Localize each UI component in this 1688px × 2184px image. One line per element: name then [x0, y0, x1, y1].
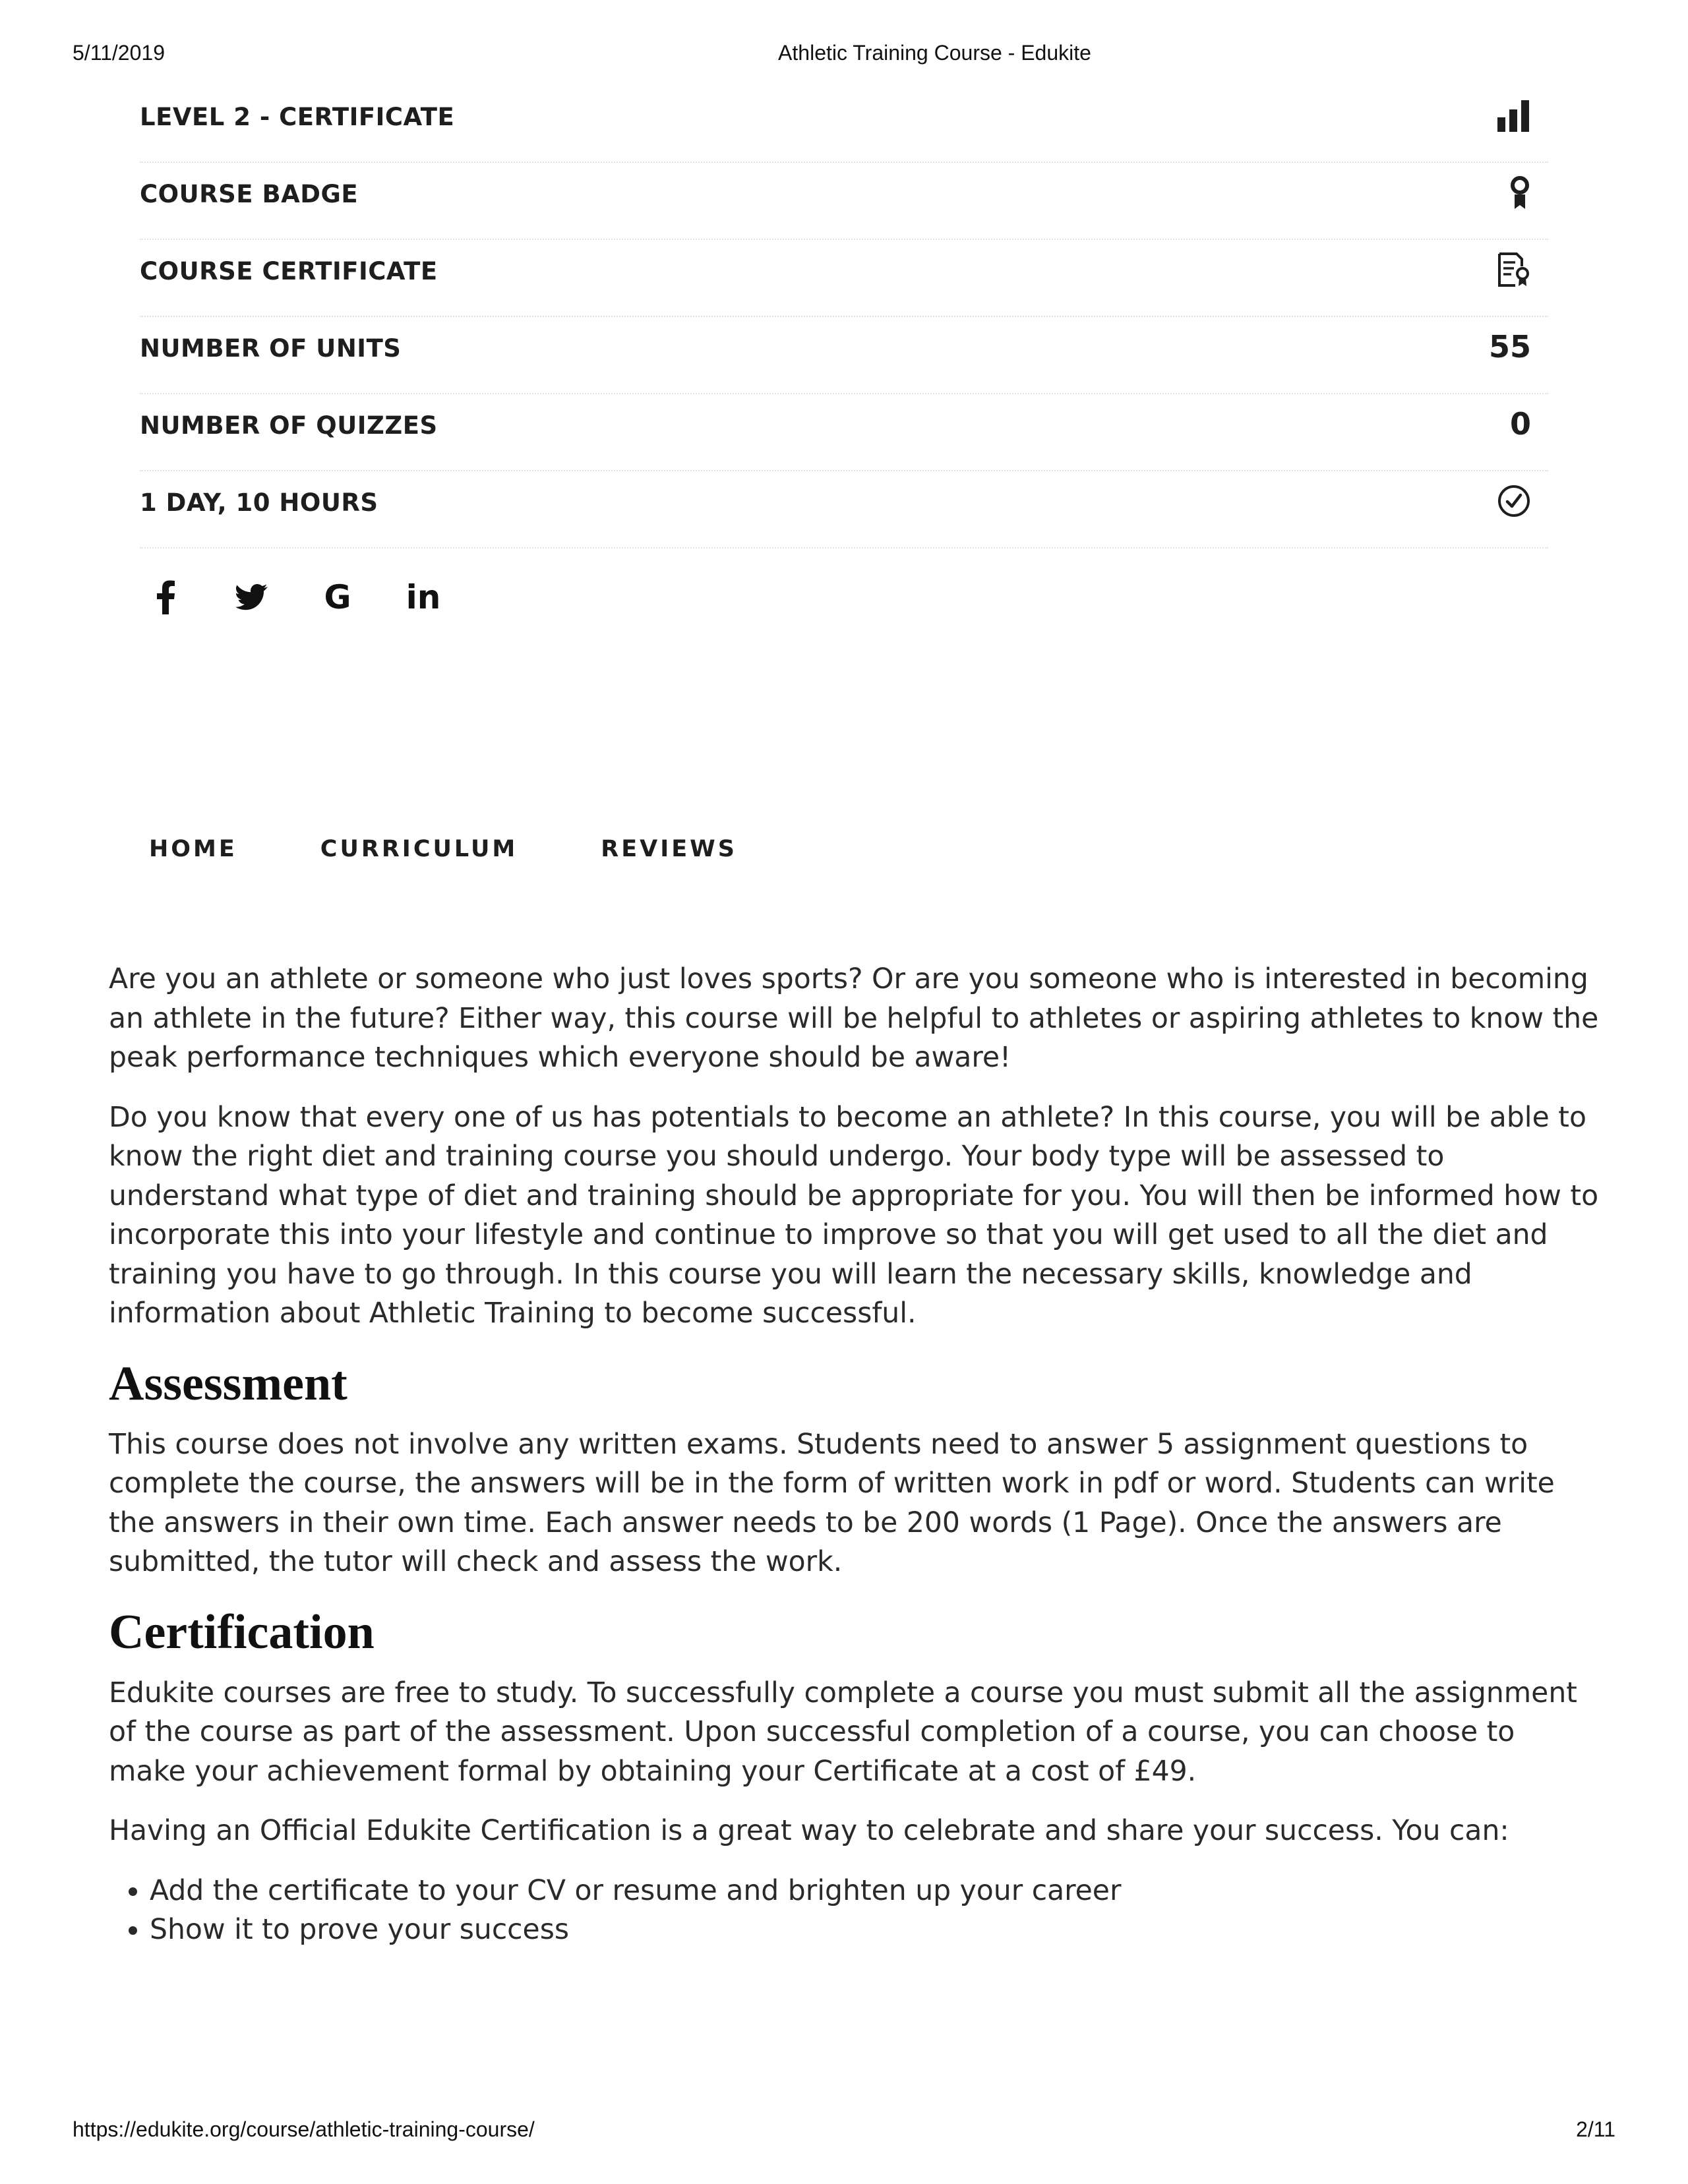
print-page-number: 2/11 [1576, 2117, 1615, 2141]
linkedin-glyph: in [406, 578, 441, 616]
course-meta-list [140, 86, 1548, 548]
print-header [0, 41, 1688, 67]
meta-row-badge [140, 163, 1548, 240]
clock-check-icon [1497, 478, 1531, 524]
meta-label-units: NUMBER OF UNITS [140, 334, 402, 363]
meta-row-certificate [140, 240, 1548, 317]
course-tabs [149, 836, 737, 862]
list-item: • Add the certificate to your CV or resume and brighten up your career [150, 1872, 1599, 1911]
list-item: • Show it to prove your success [150, 1910, 1599, 1950]
facebook-icon[interactable] [149, 580, 183, 614]
meta-label-quizzes: NUMBER OF QUIZZES [140, 411, 438, 440]
tab-home[interactable]: HOME [149, 836, 237, 862]
intro-paragraph-2: Do you know that every one of us has potentials to become an athlete? In this course, you will be able to know the right diet and training course you should undergo. Your body type will be assessed to understand what type of diet and training should be appropriate for you. You will then be informed how to incorporate this into your lifestyle and continue to improve so that you will get used to all the diet and training you have to go through. In this course you will learn the necessary skills, knowledge and information about Athletic Training to become successful. [109, 1101, 1599, 1330]
certification-paragraph-2: Having an Official Edukite Certification is a great way to celebrate and share your success. You can: [109, 1815, 1509, 1847]
certification-heading: Certification [109, 1605, 375, 1659]
quizzes-count: 0 [1509, 406, 1531, 442]
meta-row-duration [140, 471, 1548, 548]
print-url: https://edukite.org/course/athletic-training-course/ [73, 2117, 535, 2141]
meta-row-quizzes [140, 394, 1548, 471]
meta-row-level [140, 86, 1548, 163]
badge-icon [1509, 169, 1531, 216]
certificate-icon [1497, 247, 1531, 293]
meta-label-badge: COURSE BADGE [140, 180, 359, 208]
meta-label-level: LEVEL 2 - CERTIFICATE [140, 103, 455, 131]
google-glyph: G [324, 578, 351, 616]
meta-label-certificate: COURSE CERTIFICATE [140, 257, 438, 285]
linkedin-icon[interactable] [406, 580, 440, 614]
twitter-icon[interactable] [235, 580, 269, 614]
print-footer [0, 2117, 1688, 2144]
intro-paragraph-1: Are you an athlete or someone who just loves sports? Or are you someone who is interested in becoming an athlete in the future? Either way, this course will be helpful to athletes or aspiring athletes to know the peak performance techniques which everyone should be aware! [109, 963, 1599, 1074]
tab-reviews[interactable]: REVIEWS [601, 836, 737, 862]
course-description [109, 960, 1599, 1950]
meta-label-duration: 1 DAY, 10 HOURS [140, 488, 378, 517]
units-count: 55 [1488, 329, 1531, 365]
google-icon[interactable] [320, 580, 355, 614]
print-page-title: Athletic Training Course - Edukite [778, 41, 1091, 65]
assessment-heading: Assessment [109, 1356, 347, 1411]
social-share-bar [149, 580, 440, 614]
bar-chart-icon [1497, 92, 1531, 138]
assessment-paragraph: This course does not involve any written exams. Students need to answer 5 assignment questions to complete the course, the answers will be in the form of written work in pdf or word. Students can write the answers in their own time. Each answer needs to be 200 words (1 Page). Once the answers are submitted, the tutor will check and assess the work. [109, 1428, 1555, 1578]
certification-paragraph-1: Edukite courses are free to study. To successfully complete a course you must submit all the assignment of the course as part of the assessment. Upon successful completion of a course, you can choose to make your achievement formal by obtaining your Certificate at a cost of £49. [109, 1676, 1577, 1788]
print-date: 5/11/2019 [73, 41, 165, 65]
benefits-list [109, 1872, 1599, 1950]
tab-curriculum[interactable]: CURRICULUM [320, 836, 518, 862]
meta-row-units [140, 317, 1548, 394]
